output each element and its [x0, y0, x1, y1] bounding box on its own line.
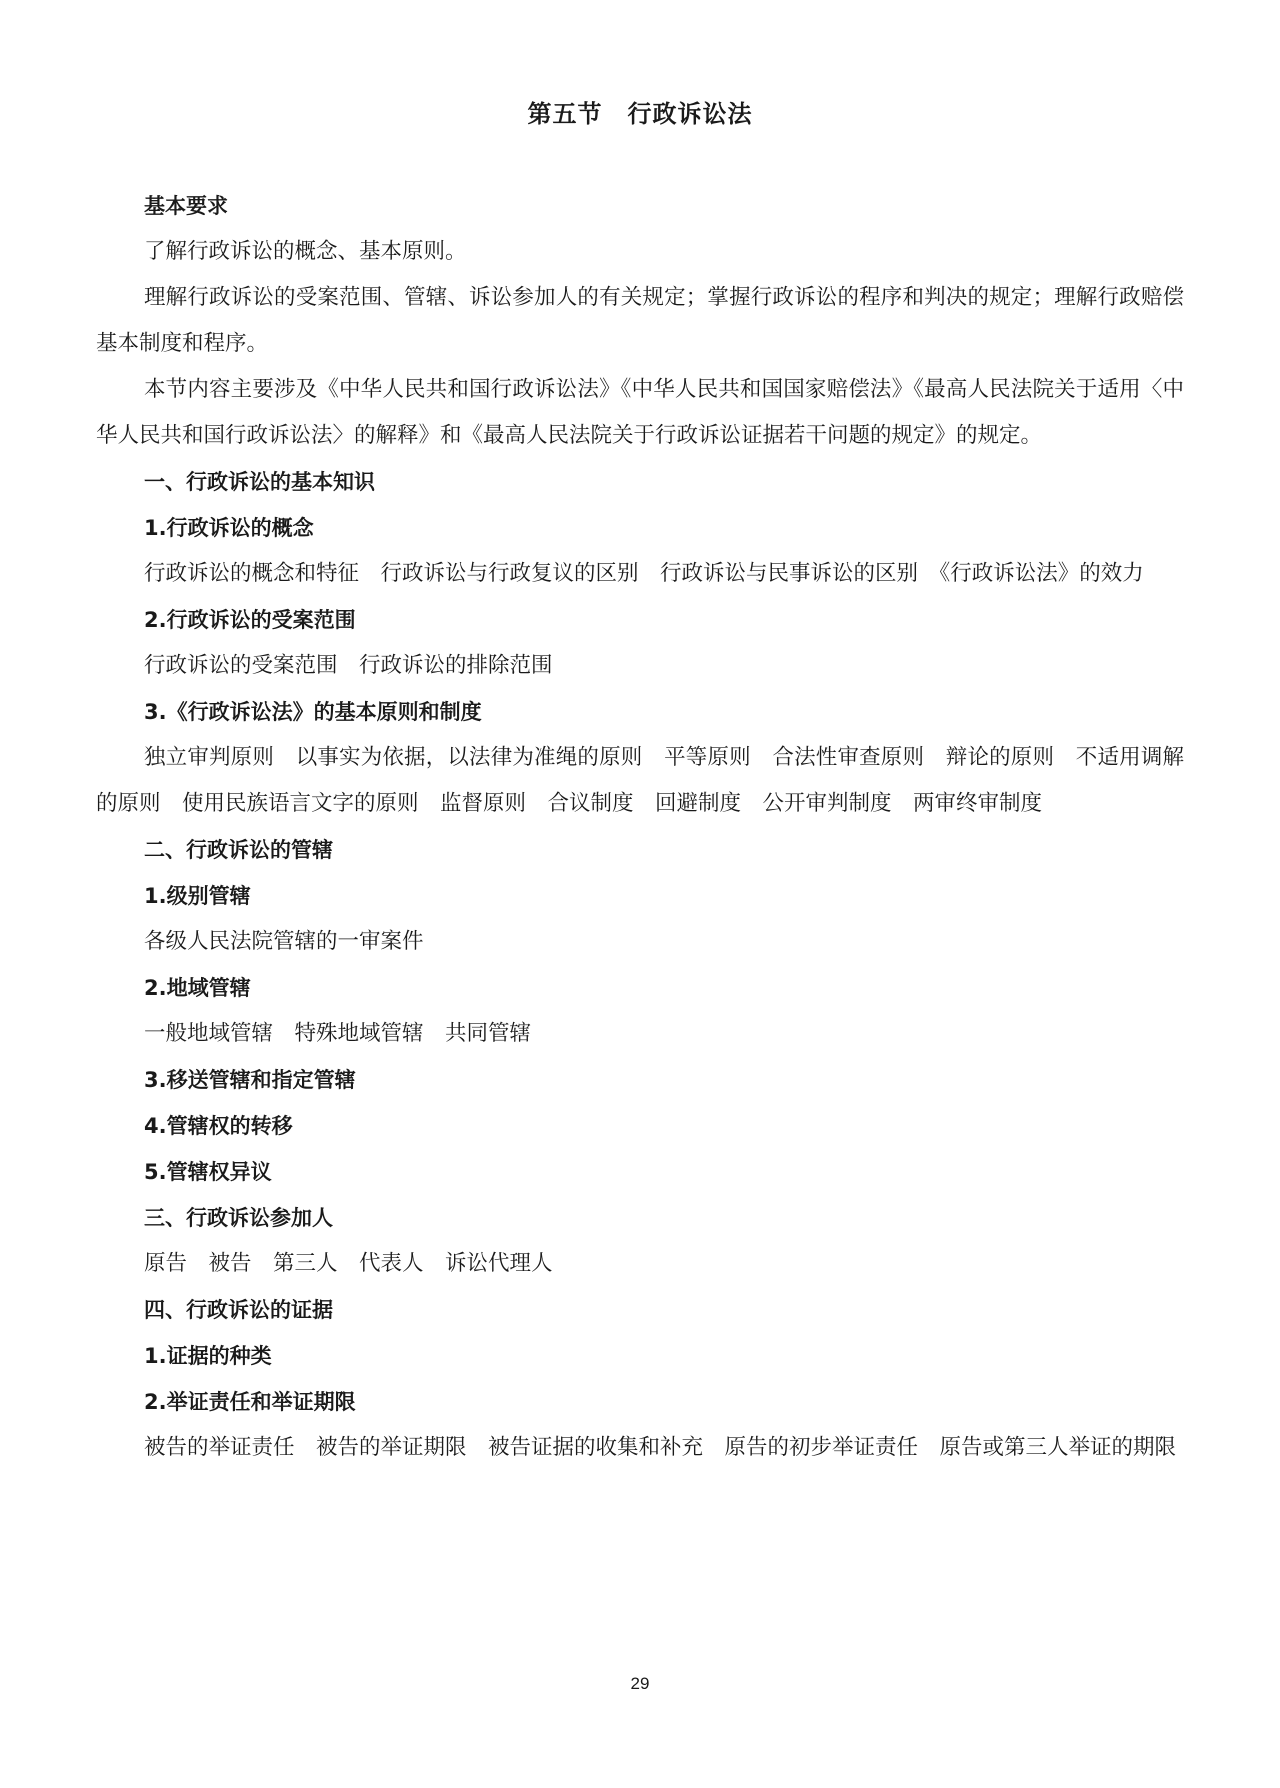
paragraph: 独立审判原则 以事实为依据，以法律为准绳的原则 平等原则 合法性审查原则 辩论的原则 不适用调解的原则 使用民族语言文字的原则 监督原则 合议制度 回避制度 公开审判制度 两审终审制度	[96, 745, 1184, 816]
subheading: 3.《行政诉讼法》的基本原则和制度	[144, 700, 482, 724]
heading-section-3: 三、行政诉讼参加人	[144, 1206, 333, 1230]
page-number: 29	[630, 1674, 650, 1693]
subheading: 2.地域管辖	[144, 976, 251, 1000]
paragraph: 行政诉讼的概念和特征 行政诉讼与行政复议的区别 行政诉讼与民事诉讼的区别 《行政诉讼法》的效力	[144, 561, 1144, 586]
subheading: 3.移送管辖和指定管辖	[144, 1068, 356, 1092]
subheading: 5.管辖权异议	[144, 1160, 272, 1184]
paragraph: 被告的举证责任 被告的举证期限 被告证据的收集和补充 原告的初步举证责任 原告或第三人举证的期限	[144, 1435, 1177, 1460]
subheading: 2.举证责任和举证期限	[144, 1390, 356, 1414]
subheading: 1.证据的种类	[144, 1344, 272, 1368]
subheading: 1.级别管辖	[144, 884, 251, 908]
section-title: 第五节 行政诉讼法	[527, 100, 753, 128]
heading-section-2: 二、行政诉讼的管辖	[144, 838, 333, 862]
heading-section-4: 四、行政诉讼的证据	[144, 1298, 333, 1322]
paragraph: 理解行政诉讼的受案范围、管辖、诉讼参加人的有关规定；掌握行政诉讼的程序和判决的规定；理解行政赔偿基本制度和程序。	[96, 285, 1184, 356]
heading-section-1: 一、行政诉讼的基本知识	[144, 470, 375, 494]
subheading: 1.行政诉讼的概念	[144, 516, 314, 540]
subheading: 2.行政诉讼的受案范围	[144, 608, 356, 632]
paragraph: 各级人民法院管辖的一审案件	[144, 929, 424, 954]
heading-basic-requirements: 基本要求	[144, 194, 228, 218]
paragraph: 了解行政诉讼的概念、基本原则。	[144, 239, 467, 264]
paragraph: 一般地域管辖 特殊地域管辖 共同管辖	[144, 1021, 532, 1046]
subheading: 4.管辖权的转移	[144, 1114, 293, 1138]
paragraph: 行政诉讼的受案范围 行政诉讼的排除范围	[144, 653, 553, 678]
paragraph: 原告 被告 第三人 代表人 诉讼代理人	[144, 1251, 553, 1276]
document-body	[96, 183, 1184, 1471]
paragraph: 本节内容主要涉及《中华人民共和国行政诉讼法》《中华人民共和国国家赔偿法》《最高人民法院关于适用〈中华人民共和国行政诉讼法〉的解释》和《最高人民法院关于行政诉讼证据若干问题的规定》的规定。	[96, 377, 1184, 448]
